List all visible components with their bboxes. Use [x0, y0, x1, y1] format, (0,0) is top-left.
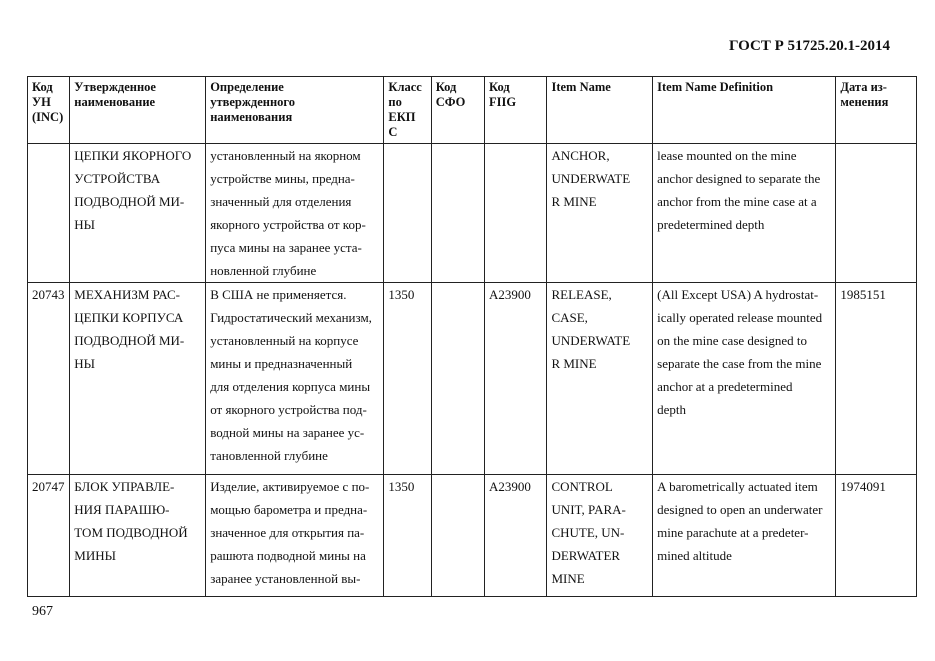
- cell-class: 1350: [384, 283, 431, 475]
- item-names-table: [27, 76, 917, 597]
- cell-fiig: A23900: [485, 283, 547, 475]
- table-row: [28, 144, 917, 283]
- table-header: [28, 77, 917, 144]
- cell-item-name: ANCHOR, UNDERWATE R MINE: [547, 144, 653, 283]
- col-header-sfo: Код СФО: [431, 77, 484, 144]
- table-row: [28, 283, 917, 475]
- col-header-change-date: Дата из- менения: [836, 77, 917, 144]
- cell-item-name-definition: A barometrically actuated item designed to open an underwater mine parachute at a predeter- mined altitude: [653, 475, 836, 597]
- cell-inc: 20743: [28, 283, 70, 475]
- cell-change-date: 1974091: [836, 475, 917, 597]
- cell-item-name-definition: (All Except USA) A hydrostat- ically operated release mounted on the mine case designed to separate the case from the mine anchor at a predetermined depth: [653, 283, 836, 475]
- cell-change-date: 1985151: [836, 283, 917, 475]
- cell-inc: [28, 144, 70, 283]
- cell-sfo: [431, 475, 484, 597]
- cell-approved-name: БЛОК УПРАВЛЕ- НИЯ ПАРАШЮ- ТОМ ПОДВОДНОЙ МИНЫ: [70, 475, 206, 597]
- cell-item-name: RELEASE, CASE, UNDERWATE R MINE: [547, 283, 653, 475]
- col-header-inc: Код УН (INC): [28, 77, 70, 144]
- cell-change-date: [836, 144, 917, 283]
- page-number: 967: [32, 604, 53, 619]
- col-header-item-name: Item Name: [547, 77, 653, 144]
- cell-inc: 20747: [28, 475, 70, 597]
- cell-sfo: [431, 144, 484, 283]
- cell-approved-name: МЕХАНИЗМ РАС- ЦЕПКИ КОРПУСА ПОДВОДНОЙ МИ- НЫ: [70, 283, 206, 475]
- cell-fiig: [485, 144, 547, 283]
- cell-definition: В США не применяется. Гидростатический механизм, установленный на корпусе мины и предназначенный для отделения корпуса мины от якорного устройства под- водной мины на заранее ус- тановленной глубине: [206, 283, 384, 475]
- cell-class: [384, 144, 431, 283]
- col-header-fiig: Код FIIG: [485, 77, 547, 144]
- cell-class: 1350: [384, 475, 431, 597]
- document-code: ГОСТ Р 51725.20.1-2014: [728, 38, 890, 54]
- cell-approved-name: ЦЕПКИ ЯКОРНОГО УСТРОЙСТВА ПОДВОДНОЙ МИ- НЫ: [70, 144, 206, 283]
- col-header-item-name-definition: Item Name Definition: [653, 77, 836, 144]
- cell-sfo: [431, 283, 484, 475]
- cell-item-name-definition: lease mounted on the mine anchor designed to separate the anchor from the mine case at a predetermined depth: [653, 144, 836, 283]
- cell-fiig: A23900: [485, 475, 547, 597]
- col-header-class: Класс по ЕКП С: [384, 77, 431, 144]
- cell-item-name: CONTROL UNIT, PARA- CHUTE, UN- DERWATER MINE: [547, 475, 653, 597]
- col-header-definition: Определение утвержденного наименования: [206, 77, 384, 144]
- table-row: [28, 475, 917, 597]
- cell-definition: установленный на якорном устройстве мины, предна- значенный для отделения якорного устройства от кор- пуса мины на заранее уста- новленной глубине: [206, 144, 384, 283]
- col-header-approved-name: Утвержденное наименование: [70, 77, 206, 144]
- cell-definition: Изделие, активируемое с по- мощью барометра и предна- значенное для открытия па- рашюта подводной мины на заранее установленной вы-: [206, 475, 384, 597]
